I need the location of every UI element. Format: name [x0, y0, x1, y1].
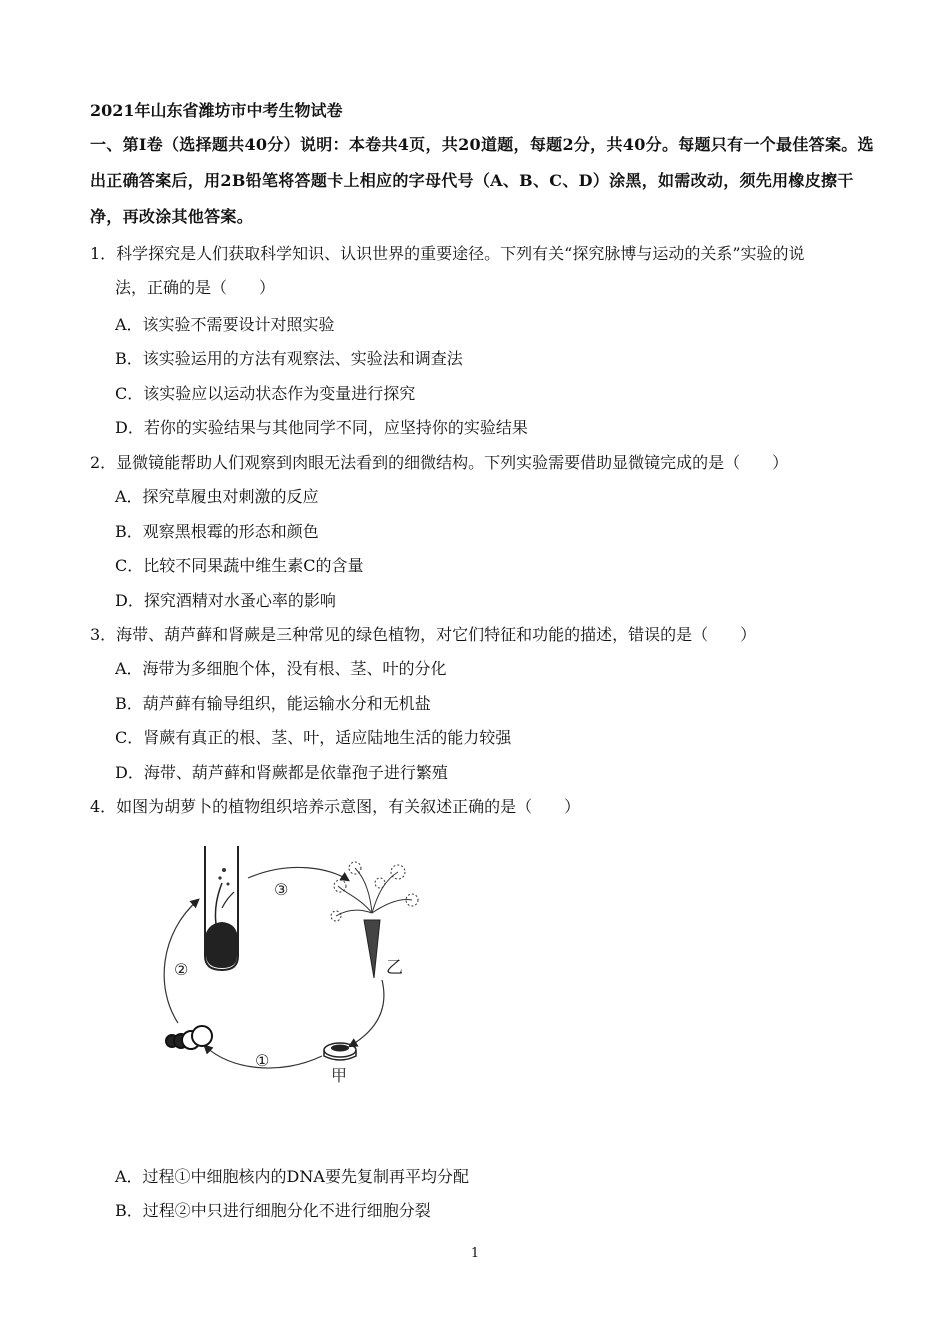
arrow-process-3: [248, 867, 348, 880]
page-number: 1: [470, 1246, 480, 1261]
question-3: [90, 618, 880, 652]
test-tube-icon: [205, 846, 238, 970]
label-process-3: ③: [274, 880, 289, 899]
question-2-option-c: C．比较不同果蔬中维生素C的含量: [115, 556, 364, 575]
question-2-option-a: A．探究草履虫对刺激的反应: [115, 487, 319, 506]
question-1: [90, 237, 880, 305]
question-1-option-b: B．该实验运用的方法有观察法、实验法和调查法: [115, 349, 463, 368]
label-jia: 甲: [331, 1066, 348, 1085]
question-1-option-a: A．该实验不需要设计对照实验: [115, 315, 335, 334]
question-1-stem-cont: 法，正确的是（ ）: [115, 278, 276, 297]
callus-cells-icon: [166, 1026, 212, 1049]
exam-title: 2021年山东省潍坊市中考生物试卷: [90, 101, 343, 120]
question-1-option-c: C．该实验应以运动状态作为变量进行探究: [115, 384, 416, 403]
label-yi: 乙: [386, 958, 403, 978]
section-instructions: 一、第Ⅰ卷（选择题共40分）说明：本卷共4页，共20道题，每题2分，共40分。每题只有一个最佳答案。选出正确答案后，用2B铅笔将答题卡上相应的字母代号（A、B、C、D）涂黑，如需改动，须先用橡皮擦干净，再改涂其他答案。: [90, 135, 874, 226]
label-process-2: ②: [174, 960, 189, 979]
carrot-plant-icon: [331, 862, 418, 978]
question-2: [90, 446, 880, 480]
question-4-option-b: B．过程②中只进行细胞分化不进行细胞分裂: [115, 1201, 431, 1220]
question-3-option-c: C．肾蕨有真正的根、茎、叶，适应陆地生活的能力较强: [115, 728, 512, 747]
question-3-option-b: B．葫芦藓有输导组织，能运输水分和无机盐: [115, 694, 431, 713]
question-4-option-a: A．过程①中细胞核内的DNA要先复制再平均分配: [115, 1167, 469, 1186]
label-process-1: ①: [255, 1051, 270, 1070]
question-3-option-a: A．海带为多细胞个体，没有根、茎、叶的分化: [115, 659, 447, 678]
question-1-option-d: D．若你的实验结果与其他同学不同，应坚持你的实验结果: [115, 418, 528, 437]
question-2-stem: 2．显微镜能帮助人们观察到肉眼无法看到的细微结构。下列实验需要借助显微镜完成的是（ ）: [90, 453, 789, 472]
question-1-stem: 1．科学探究是人们获取科学知识、认识世界的重要途径。下列有关“探究脉博与运动的关系”实验的说: [90, 244, 805, 263]
question-3-option-d: D．海带、葫芦藓和肾蕨都是依靠孢子进行繁殖: [115, 763, 448, 782]
question-2-option-d: D．探究酒精对水蚤心率的影响: [115, 591, 336, 610]
question-4-stem: 4．如图为胡萝卜的植物组织培养示意图，有关叙述正确的是（ ）: [90, 797, 581, 816]
tissue-culture-diagram: [150, 838, 440, 1088]
petri-dish-icon: [324, 1043, 356, 1060]
arrow-plant-to-dish: [350, 980, 384, 1046]
question-3-stem: 3．海带、葫芦藓和肾蕨是三种常见的绿色植物，对它们特征和功能的描述，错误的是（ ）: [90, 625, 757, 644]
question-2-option-b: B．观察黑根霉的形态和颜色: [115, 522, 319, 541]
question-4: [90, 790, 880, 824]
